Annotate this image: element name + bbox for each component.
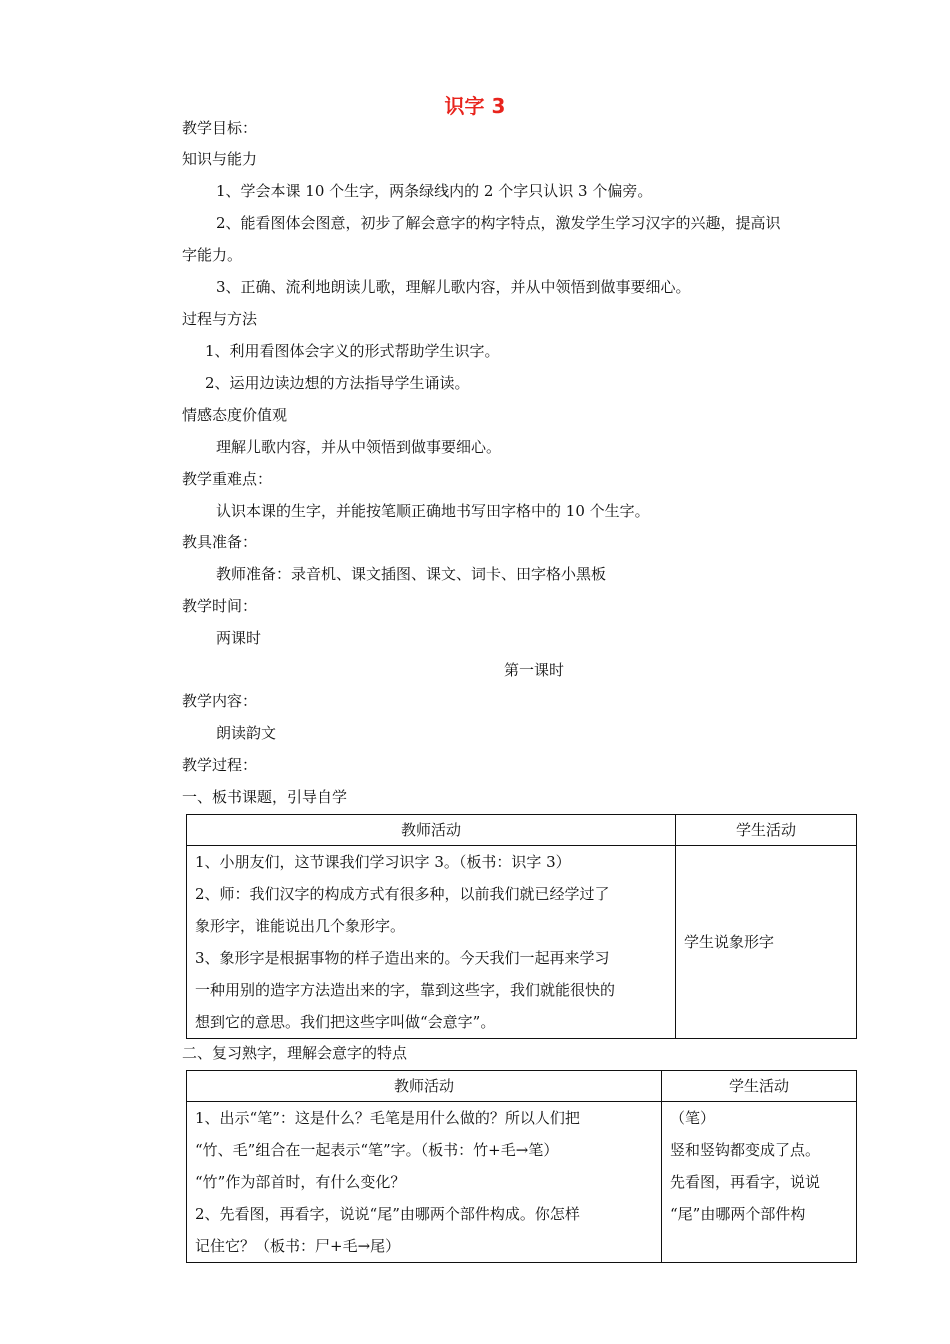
teacher-activity-cell xyxy=(187,846,676,1039)
teacher-line: 想到它的意思。我们把这些字叫做“会意字”。 xyxy=(195,1013,496,1031)
knowledge-item: 2、能看图体会图意，初步了解会意字的构字特点，激发学生学习汉字的兴趣，提高识 xyxy=(216,214,781,232)
section-2-heading: 二、复习熟字，理解会意字的特点 xyxy=(182,1044,408,1062)
student-activity-cell: 学生说象形字 xyxy=(676,846,857,1039)
knowledge-item: 1、学会本课 10 个生字，两条绿线内的 2 个字只认识 3 个偏旁。 xyxy=(216,182,653,200)
teacher-line: “竹、毛”组合在一起表示“笔”字。（板书：竹+毛→笔） xyxy=(195,1141,559,1159)
section-1-heading: 一、板书课题，引导自学 xyxy=(182,788,348,806)
key-points-text: 认识本课的生字，并能按笔顺正确地书写田字格中的 10 个生字。 xyxy=(216,502,650,520)
student-line: 先看图，再看字，说说 xyxy=(670,1173,821,1191)
teacher-line: 一种用别的造字方法造出来的字，靠到这些字，我们就能很快的 xyxy=(195,981,616,999)
teacher-line: 记住它？（板书：尸+毛→尾） xyxy=(195,1237,401,1255)
teacher-line: 1、出示“笔”：这是什么？毛笔是用什么做的？所以人们把 xyxy=(195,1109,580,1127)
teacher-line: 2、师：我们汉字的构成方式有很多种，以前我们就已经学过了 xyxy=(195,885,610,903)
section-2-table xyxy=(186,1070,857,1263)
emotion-heading: 情感态度价值观 xyxy=(182,406,288,424)
teacher-line: 2、先看图，再看字，说说“尾”由哪两个部件构成。你怎样 xyxy=(195,1205,580,1223)
table-header-row xyxy=(187,815,857,846)
table-row xyxy=(187,846,857,1039)
emotion-item: 理解儿歌内容，并从中领悟到做事要细心。 xyxy=(216,438,502,456)
process-item: 1、利用看图体会字义的形式帮助学生识字。 xyxy=(205,342,500,360)
time-heading: 教学时间： xyxy=(182,597,258,615)
lesson-heading: 第一课时 xyxy=(503,661,564,679)
key-points-heading: 教学重难点： xyxy=(182,470,273,488)
process-item: 2、运用边读边想的方法指导学生诵读。 xyxy=(205,374,470,392)
teacher-line: 1、小朋友们，这节课我们学习识字 3。（板书：识字 3） xyxy=(195,853,571,871)
student-activity-header: 学生活动 xyxy=(662,1071,857,1102)
materials-heading: 教具准备： xyxy=(182,533,258,551)
knowledge-heading: 知识与能力 xyxy=(182,150,258,168)
student-line: “尾”由哪两个部件构 xyxy=(670,1205,806,1223)
table-header-row xyxy=(187,1071,857,1102)
teacher-activity-header: 教师活动 xyxy=(187,815,676,846)
materials-text: 教师准备：录音机、课文插图、课文、词卡、田字格小黑板 xyxy=(216,565,607,583)
knowledge-item: 3、正确、流利地朗读儿歌，理解儿歌内容，并从中领悟到做事要细心。 xyxy=(216,278,691,296)
knowledge-item-continued: 字能力。 xyxy=(182,246,243,264)
content-heading: 教学内容： xyxy=(182,692,258,710)
teacher-line: 3、象形字是根据事物的样子造出来的。今天我们一起再来学习 xyxy=(195,949,610,967)
student-line: 竖和竖钩都变成了点。 xyxy=(670,1141,821,1159)
process-steps-heading: 教学过程： xyxy=(182,756,258,774)
content-text: 朗读韵文 xyxy=(216,724,277,742)
section-1-table xyxy=(186,814,857,1039)
teacher-line: 象形字，谁能说出几个象形字。 xyxy=(195,917,406,935)
student-line: （笔） xyxy=(670,1109,716,1127)
table-row xyxy=(187,1102,857,1263)
time-text: 两课时 xyxy=(216,629,262,647)
teacher-activity-header: 教师活动 xyxy=(187,1071,662,1102)
document-title: 识字 3 xyxy=(444,94,506,118)
student-activity-cell xyxy=(662,1102,857,1263)
objectives-heading: 教学目标： xyxy=(182,119,258,137)
process-heading: 过程与方法 xyxy=(182,310,258,328)
student-activity-header: 学生活动 xyxy=(676,815,857,846)
teacher-line: “竹”作为部首时，有什么变化？ xyxy=(195,1173,406,1191)
teacher-activity-cell xyxy=(187,1102,662,1263)
